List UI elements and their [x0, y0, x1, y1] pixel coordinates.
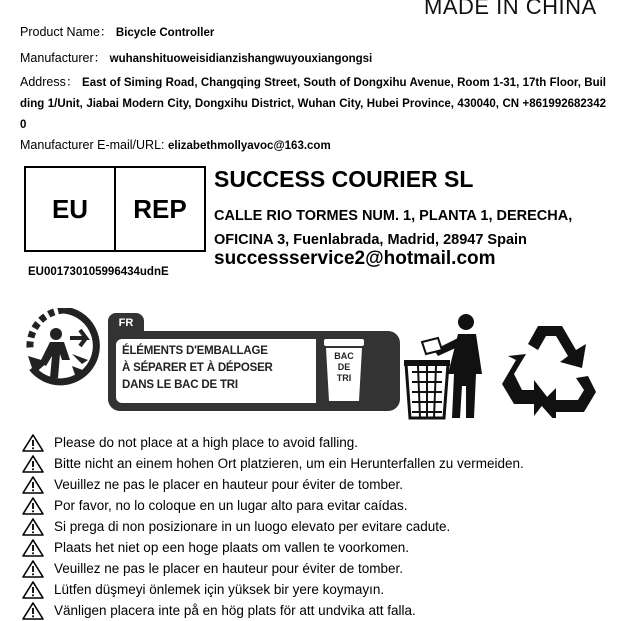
warning-list: [22, 432, 524, 621]
address-label: Address：: [20, 75, 79, 89]
fr-line-3: DANS LE BAC DE TRI: [122, 379, 238, 391]
warning-text: Bitte nicht an einem hohen Ort platzieren, um ein Herunterfallen zu vermeiden.: [54, 456, 524, 471]
manufacturer-label: Manufacturer：: [20, 51, 107, 65]
eu-rep-box: [24, 166, 206, 252]
eu-rep-name: SUCCESS COURIER SL: [214, 166, 474, 192]
contact-value: elizabethmollyavoc@163.com: [167, 140, 331, 152]
warning-icon: [22, 539, 44, 557]
product-name-row: [20, 22, 214, 40]
sorting-bin: [322, 337, 366, 410]
eu-rep-address: [214, 204, 610, 252]
manufacturer-row: [20, 48, 372, 66]
bin-line-1: BAC: [334, 351, 354, 361]
warning-text: Si prega di non posizionare in un luogo elevato per evitare cadute.: [54, 519, 451, 534]
bin-line-3: TRI: [336, 373, 352, 383]
bin-label: [322, 351, 366, 384]
warning-icon: [22, 560, 44, 578]
warning-text: Plaats het niet op een hoge plaats om vallen te voorkomen.: [54, 540, 409, 555]
warning-text: Lütfen düşmeyi önlemek için yüksek bir yere koymayın.: [54, 582, 385, 597]
eu-rep-right: REP: [114, 168, 204, 250]
address-block: [20, 72, 606, 136]
fr-line-2: À SÉPARER ET À DÉPOSER: [122, 362, 273, 374]
tidyman-icon: [404, 314, 492, 422]
fr-badge-body: [108, 331, 400, 411]
fr-sorting-badge: [108, 313, 410, 399]
eu-rep-left: EU: [51, 193, 89, 224]
bin-line-2: DE: [337, 362, 351, 372]
warning-text: Veuillez ne pas le placer en hauteur pour éviter de tomber.: [54, 477, 403, 492]
eu-rep-code: EU001730105996434udnE: [28, 266, 169, 278]
warning-text: Veuillez ne pas le placer en hauteur pour éviter de tomber.: [54, 561, 403, 576]
triman-icon: [26, 308, 102, 392]
fr-country-tab: FR: [108, 313, 144, 333]
warning-item: [22, 516, 524, 537]
warning-item: [22, 600, 524, 621]
warning-item: [22, 579, 524, 600]
warning-icon: [22, 434, 44, 452]
warning-item: [22, 474, 524, 495]
fr-badge-text: [122, 343, 273, 394]
warning-icon: [22, 602, 44, 620]
product-name-value: Bicycle Controller: [115, 27, 215, 39]
warning-item: [22, 453, 524, 474]
fr-line-1: ÉLÉMENTS D'EMBALLAGE: [122, 345, 268, 357]
manufacturer-value: wuhanshituoweisidianzishangwuyouxiangongsi: [109, 53, 373, 65]
warning-item: [22, 558, 524, 579]
contact-row: [20, 138, 331, 152]
recycle-icon: [500, 318, 600, 418]
eu-rep-email: successservice2@hotmail.com: [214, 248, 496, 269]
warning-icon: [22, 497, 44, 515]
eu-rep-address-line1: CALLE RIO TORMES NUM. 1, PLANTA 1, DERECHA,: [214, 208, 573, 224]
product-name-label: Product Name：: [20, 25, 113, 39]
made-in-label: MADE IN CHINA: [424, 0, 597, 19]
warning-item: [22, 432, 524, 453]
warning-icon: [22, 476, 44, 494]
contact-label: Manufacturer E-mail/URL:: [20, 138, 165, 152]
warning-text: Please do not place at a high place to avoid falling.: [54, 435, 358, 450]
warning-text: Vänligen placera inte på en hög plats för att undvika att falla.: [54, 603, 416, 618]
warning-item: [22, 495, 524, 516]
warning-text: Por favor, no lo coloque en un lugar alto para evitar caídas.: [54, 498, 408, 513]
eu-rep-address-line2: OFICINA 3, Fuenlabrada, Madrid, 28947 Spain: [214, 232, 527, 248]
warning-icon: [22, 581, 44, 599]
warning-icon: [22, 518, 44, 536]
warning-icon: [22, 455, 44, 473]
warning-item: [22, 537, 524, 558]
address-value: East of Siming Road, Changqing Street, South of Dongxihu Avenue, Room 1-31, 17th Floor, Building 1/Unit, Jiabai Modern City, Dongxihu District, Wuhan City, Hubei Province, 430040, CN +8619926823420: [20, 77, 606, 131]
